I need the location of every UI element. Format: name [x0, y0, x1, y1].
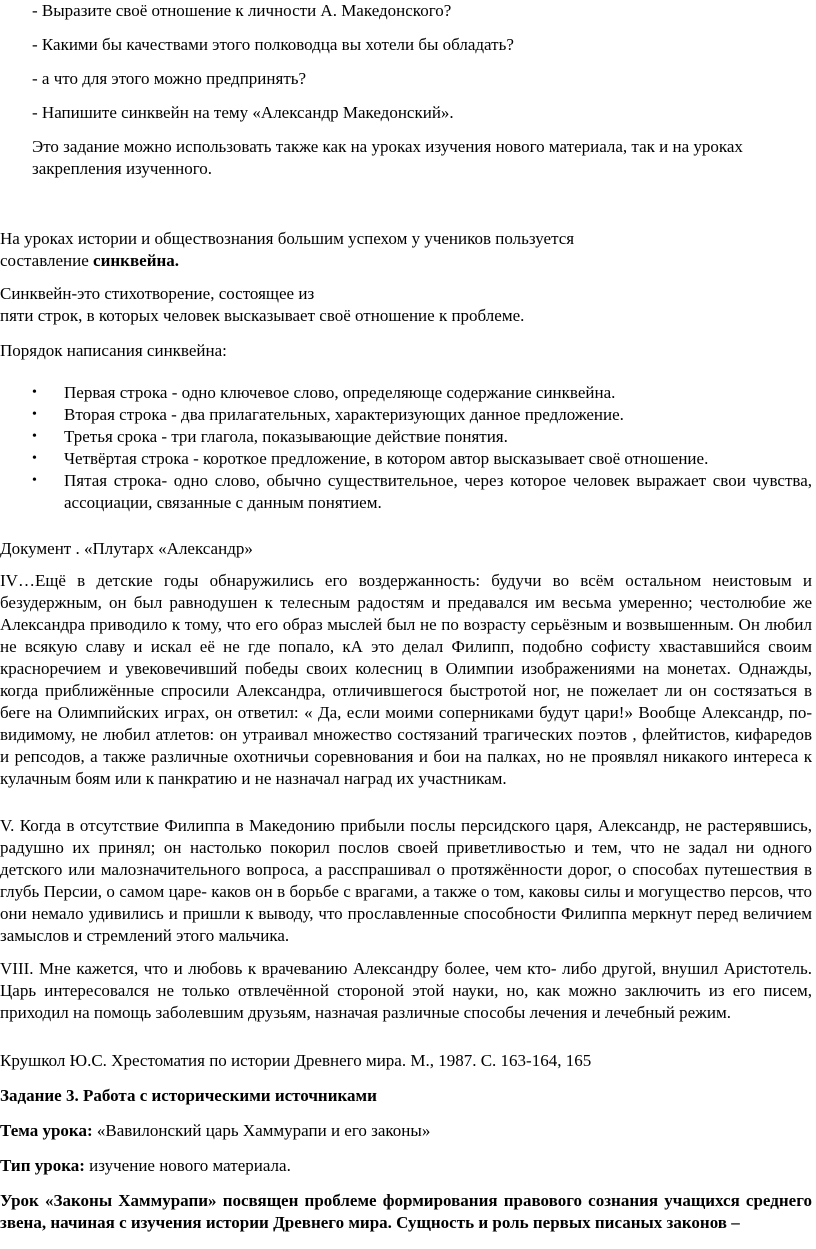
list-item	[0, 382, 812, 404]
final-paragraph: Урок «Законы Хаммурапи» посвящен проблеме формирования правового сознания учащихся среднего звена, начиная с изучения истории Древнего мира. Сущность и роль первых писаных законов –	[0, 1191, 812, 1232]
lesson-topic	[0, 1120, 812, 1142]
bullet-icon: •	[32, 473, 37, 488]
citation: Крушкол Ю.С. Хрестоматия по истории Древнего мира. М., 1987. С. 163-164, 165	[0, 1051, 592, 1070]
rules-list	[0, 382, 812, 514]
question-2: - Какими бы качествами этого полководца вы хотели бы обладать?	[32, 35, 514, 54]
rule-text: Вторая строка - два прилагательных, характеризующих данное предложение.	[64, 405, 624, 424]
task3-heading-text: Задание 3. Работа с историческими источниками	[0, 1086, 377, 1105]
definition-line2: пяти строк, в которых человек высказывает своё отношение к проблеме.	[0, 306, 525, 325]
bullet-icon: •	[32, 451, 37, 466]
sinkvein-definition	[0, 283, 812, 327]
rule-text: Третья срока - три глагола, показывающие действие понятия.	[64, 427, 508, 446]
definition-line1: Синквейн-это стихотворение, состоящее из	[0, 284, 315, 303]
lesson-topic-value: «Вавилонский царь Хаммурапи и его законы»	[92, 1121, 431, 1140]
list-item	[0, 426, 812, 448]
list-item	[0, 404, 812, 426]
sinkvein-intro	[0, 228, 812, 272]
document-paragraph-v: V. Когда в отсутствие Филиппа в Македонию прибыли послы персидского царя, Александр, не растерявшись, радушно их принял; он настолько покорил послов своей приветливостью и тем, что не задал ни одного детского или малозначительного вопроса, а расспрашивал о протяжённости дорог, о способах путешествия в глубь Персии, о самом царе- каков он в борьбе с врагами, а также о том, каковы силы и могущество персов, что они немало удивились и пришли к выводу, что прославленные способности Филиппа меркнут перед величием замыслов и стремлений этого мальчика.	[0, 816, 812, 945]
list-item	[0, 470, 812, 514]
lesson-type-label: Тип урока:	[0, 1156, 85, 1175]
rule-text: Четвёртая строка - короткое предложение, в котором автор высказывает своё отношение.	[64, 449, 709, 468]
lesson-type-value: изучение нового материала.	[84, 1156, 291, 1175]
bullet-icon: •	[32, 385, 37, 400]
task3-heading	[0, 1085, 812, 1107]
usage-note: Это задание можно использовать также как на уроках изучения нового материала, так и на уроках закрепления изученного.	[32, 137, 743, 178]
order-heading: Порядок написания синквейна:	[0, 341, 227, 360]
lesson-type	[0, 1155, 812, 1177]
question-1: - Выразите своё отношение к личности А. Македонского?	[32, 1, 452, 20]
question-4: - Напишите синквейн на тему «Александр Македонский».	[32, 103, 454, 122]
question-3: - а что для этого можно предпринять?	[32, 69, 307, 88]
document-title: Документ . «Плутарх «Александр»	[0, 539, 253, 558]
sinkvein-intro-line1: На уроках истории и обществознания большим успехом у учеников пользуется	[0, 229, 575, 248]
bullet-icon: •	[32, 429, 37, 444]
sinkvein-intro-line2: составление	[0, 251, 94, 270]
list-item	[0, 448, 812, 470]
document-paragraph-viii: VIII. Мне кажется, что и любовь к врачеванию Александру более, чем кто- либо другой, внушил Аристотель. Царь интересовался не только отвлечённой стороной этой науки, но, как можно заключить из его писем, приходил на помощь заболевшим друзьям, назначая различные способы лечения и лечебный режим.	[0, 959, 812, 1022]
rule-text: Первая строка - одно ключевое слово, определяюще содержание синквейна.	[64, 383, 616, 402]
rule-text: Пятая строка- одно слово, обычно существительное, через которое человек выражает свои чувства, ассоциации, связанные с данным понятием.	[64, 471, 812, 512]
sinkvein-term: синквейна.	[93, 251, 180, 270]
lesson-topic-label: Тема урока:	[0, 1121, 93, 1140]
bullet-icon: •	[32, 407, 37, 422]
document-paragraph-iv: IV…Ещё в детские годы обнаружились его воздержанность: будучи во всём остальном неистовым и безудержным, он был равнодушен к телесным радостям и предавался им весьма умеренно; честолюбие же Александра приводило к тому, что его образ мыслей был не по возрасту серьёзным и возвышенным. Он любил не всякую славу и искал её не где попало, кА это делал Филипп, подобно софисту хваставшийся своим красноречием и увековечивший победы своих колесниц в Олимпии изображениями на монетах. Однажды, когда приближённые спросили Александра, отличившегося быстротой ног, не пожелает ли он состязаться в беге на Олимпийских играх, он ответил: « Да, если моими соперниками будут цари!» Вообще Александр, по- видимому, не любил атлетов: он утраивал множество состязаний трагических поэтов , флейтистов, кифаредов и репсодов, а также различные охотничьи соревнования и бои на палках, но не проявлял никакого интереса к кулачным боям или к панкратию и не назначал наград их участникам.	[0, 571, 812, 788]
